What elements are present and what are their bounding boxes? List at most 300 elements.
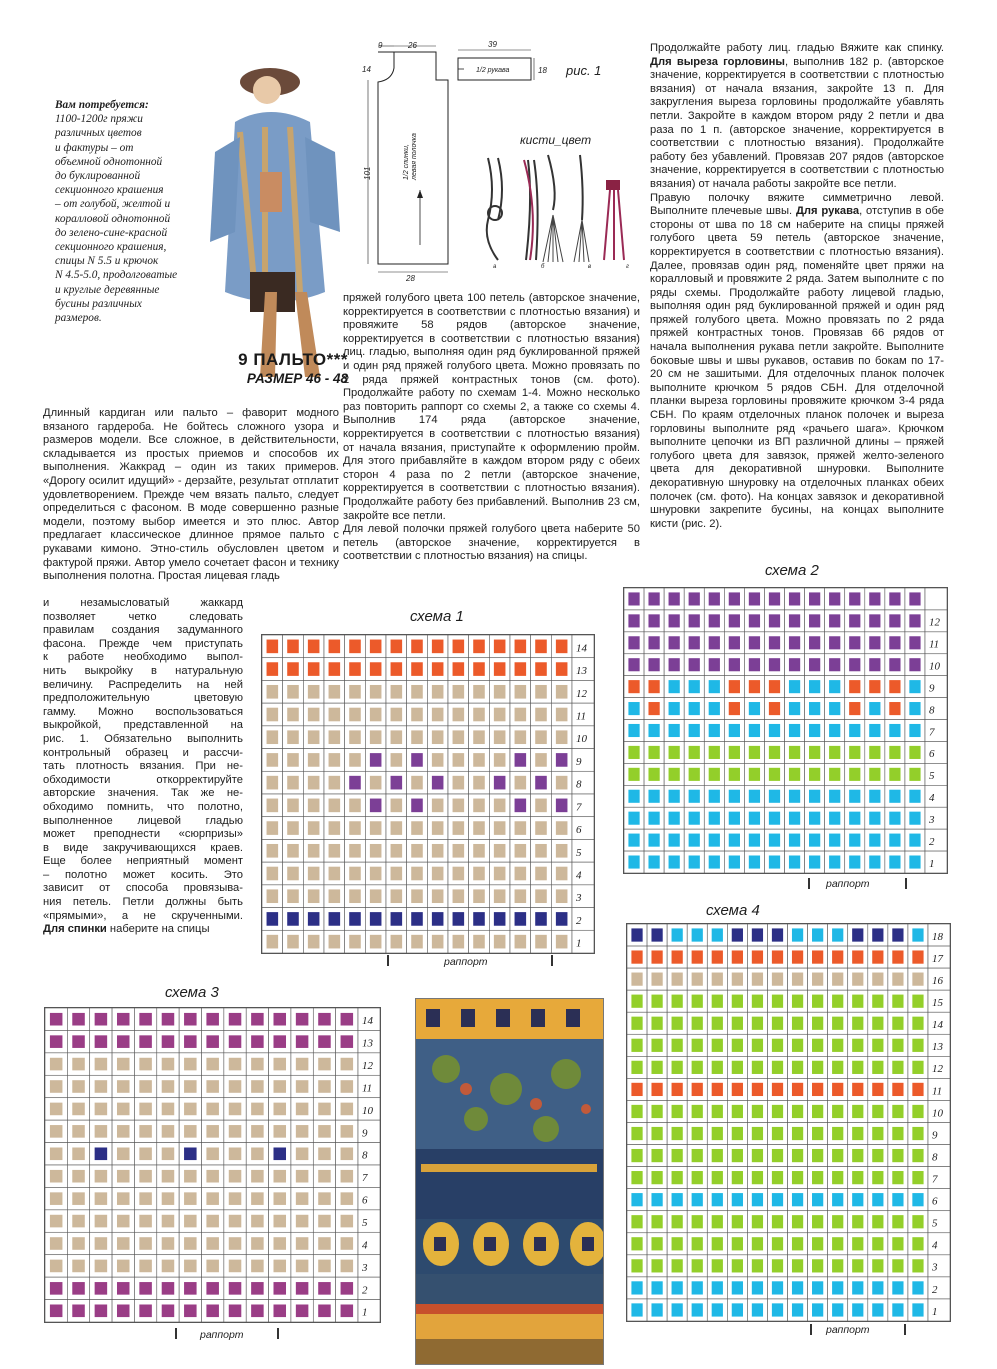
stitch-square bbox=[391, 799, 403, 813]
schema-2-rapport: раппорт bbox=[826, 878, 870, 890]
stitch-square bbox=[631, 973, 642, 986]
stitch-square bbox=[273, 1192, 286, 1205]
stitch-square bbox=[494, 821, 506, 835]
row-number: 7 bbox=[929, 726, 935, 739]
materials-line: коралловой однотонной bbox=[55, 212, 171, 225]
stitch-square bbox=[732, 1281, 743, 1294]
stitch-square bbox=[651, 1281, 662, 1294]
pattern-size: РАЗМЕР 46 - 48 bbox=[246, 371, 348, 386]
stitch-square bbox=[50, 1013, 63, 1026]
stitch-square bbox=[391, 935, 403, 949]
stitch-square bbox=[432, 912, 444, 926]
stitch-square bbox=[515, 685, 527, 699]
stitch-square bbox=[772, 1039, 783, 1052]
stitch-square bbox=[752, 1281, 763, 1294]
back-label-1: 1/2 спинки, bbox=[403, 144, 410, 180]
stitch-square bbox=[732, 1127, 743, 1140]
stitch-square bbox=[749, 746, 760, 759]
stitch-square bbox=[792, 928, 803, 941]
stitch-square bbox=[892, 973, 903, 986]
stitch-square bbox=[229, 1260, 242, 1273]
stitch-square bbox=[809, 790, 820, 803]
stitch-square bbox=[349, 753, 361, 767]
stitch-square bbox=[50, 1035, 63, 1048]
stitch-square bbox=[535, 708, 547, 722]
row-number: 4 bbox=[576, 869, 582, 882]
stitch-square bbox=[308, 912, 320, 926]
stitch-square bbox=[812, 1193, 823, 1206]
stitch-square bbox=[535, 912, 547, 926]
stitch-square bbox=[411, 821, 423, 835]
stitch-square bbox=[689, 702, 700, 715]
stitch-square bbox=[792, 1281, 803, 1294]
stitch-square bbox=[432, 889, 444, 903]
stitch-square bbox=[772, 1303, 783, 1316]
stitch-square bbox=[829, 746, 840, 759]
stitch-square bbox=[631, 1215, 642, 1228]
stitch-square bbox=[672, 1039, 683, 1052]
row-number: 5 bbox=[576, 846, 582, 859]
stitch-square bbox=[117, 1103, 130, 1116]
stitch-square bbox=[162, 1215, 175, 1228]
stitch-square bbox=[689, 680, 700, 693]
stitch-square bbox=[789, 746, 800, 759]
stitch-square bbox=[872, 1083, 883, 1096]
stitch-square bbox=[692, 1303, 703, 1316]
stitch-square bbox=[792, 1303, 803, 1316]
row-number: 9 bbox=[932, 1129, 938, 1142]
stitch-square bbox=[139, 1237, 152, 1250]
stitch-square bbox=[749, 614, 760, 627]
stitch-square bbox=[752, 1039, 763, 1052]
stitch-square bbox=[494, 799, 506, 813]
stitch-square bbox=[628, 812, 639, 825]
intro-text-narrow bbox=[43, 597, 243, 937]
stitch-square bbox=[692, 928, 703, 941]
row-number: 6 bbox=[932, 1195, 938, 1208]
stitch-square bbox=[872, 1039, 883, 1052]
stitch-square bbox=[669, 614, 680, 627]
stitch-square bbox=[453, 912, 465, 926]
materials-line: и фактуры – от bbox=[55, 141, 134, 154]
stitch-square bbox=[692, 1215, 703, 1228]
stitch-square bbox=[832, 950, 843, 963]
stitch-square bbox=[494, 935, 506, 949]
stitch-square bbox=[628, 790, 639, 803]
stitch-square bbox=[752, 1017, 763, 1030]
back-heading: Для спинки bbox=[43, 923, 107, 936]
stitch-square bbox=[139, 1282, 152, 1295]
stitch-square bbox=[273, 1147, 286, 1160]
stitch-square bbox=[772, 973, 783, 986]
stitch-square bbox=[829, 658, 840, 671]
stitch-square bbox=[370, 753, 382, 767]
stitch-square bbox=[318, 1035, 331, 1048]
intro-line: выполненное лицевой гладью bbox=[43, 814, 243, 827]
intro-line: нить выкройку в натуральную bbox=[43, 664, 243, 677]
stitch-square bbox=[139, 1304, 152, 1317]
stitch-square bbox=[117, 1013, 130, 1026]
stitch-square bbox=[273, 1260, 286, 1273]
stitch-square bbox=[832, 1303, 843, 1316]
stitch-square bbox=[849, 702, 860, 715]
row-number: 9 bbox=[576, 755, 582, 768]
stitch-square bbox=[749, 658, 760, 671]
stitch-square bbox=[812, 1017, 823, 1030]
stitch-square bbox=[692, 1039, 703, 1052]
stitch-square bbox=[729, 614, 740, 627]
row-number: 4 bbox=[932, 1239, 938, 1252]
intro-line: может преподнести «сюрпризы» bbox=[43, 828, 243, 841]
stitch-square bbox=[411, 662, 423, 676]
stitch-square bbox=[287, 730, 299, 744]
stitch-square bbox=[229, 1304, 242, 1317]
stitch-square bbox=[370, 640, 382, 654]
stitch-square bbox=[909, 658, 920, 671]
stitch-square bbox=[162, 1147, 175, 1160]
stitch-square bbox=[117, 1058, 130, 1071]
stitch-square bbox=[669, 790, 680, 803]
stitch-square bbox=[772, 1017, 783, 1030]
stitch-square bbox=[912, 928, 923, 941]
stitch-square bbox=[296, 1215, 309, 1228]
stitch-square bbox=[273, 1282, 286, 1295]
stitch-square bbox=[370, 844, 382, 858]
stitch-square bbox=[370, 821, 382, 835]
stitch-square bbox=[556, 867, 568, 881]
stitch-square bbox=[812, 1215, 823, 1228]
schema-2-grid bbox=[623, 587, 948, 874]
stitch-square bbox=[515, 662, 527, 676]
stitch-square bbox=[139, 1215, 152, 1228]
row-number: 11 bbox=[929, 638, 940, 651]
stitch-square bbox=[229, 1035, 242, 1048]
intro-line: в виде закручивающихся краев. bbox=[43, 841, 243, 854]
stitch-square bbox=[535, 753, 547, 767]
stitch-square bbox=[829, 614, 840, 627]
stitch-square bbox=[453, 799, 465, 813]
stitch-square bbox=[912, 1149, 923, 1162]
stitch-square bbox=[651, 973, 662, 986]
stitch-square bbox=[852, 1215, 863, 1228]
stitch-square bbox=[535, 799, 547, 813]
stitch-square bbox=[515, 799, 527, 813]
stitch-square bbox=[50, 1215, 63, 1228]
stitch-square bbox=[772, 1281, 783, 1294]
stitch-square bbox=[184, 1215, 197, 1228]
stitch-square bbox=[473, 662, 485, 676]
intro-line: «прямыми», а не скрученными. bbox=[43, 909, 243, 922]
stitch-square bbox=[494, 730, 506, 744]
stitch-square bbox=[832, 928, 843, 941]
stitch-square bbox=[732, 1171, 743, 1184]
stitch-square bbox=[789, 724, 800, 737]
stitch-square bbox=[631, 1127, 642, 1140]
stitch-square bbox=[732, 1215, 743, 1228]
stitch-square bbox=[712, 1237, 723, 1250]
stitch-square bbox=[892, 1193, 903, 1206]
stitch-square bbox=[809, 724, 820, 737]
stitch-square bbox=[692, 995, 703, 1008]
stitch-square bbox=[792, 1039, 803, 1052]
stitch-square bbox=[162, 1170, 175, 1183]
stitch-square bbox=[453, 730, 465, 744]
dim-28: 28 bbox=[406, 274, 415, 283]
stitch-square bbox=[912, 1193, 923, 1206]
stitch-square bbox=[251, 1304, 264, 1317]
stitch-square bbox=[712, 1017, 723, 1030]
stitch-square bbox=[473, 935, 485, 949]
stitch-square bbox=[872, 1193, 883, 1206]
row-number: 9 bbox=[929, 682, 935, 695]
stitch-square bbox=[729, 680, 740, 693]
stitch-square bbox=[473, 640, 485, 654]
stitch-square bbox=[849, 812, 860, 825]
stitch-square bbox=[872, 1061, 883, 1074]
stitch-square bbox=[872, 1303, 883, 1316]
stitch-square bbox=[411, 844, 423, 858]
stitch-square bbox=[72, 1237, 85, 1250]
row-number: 4 bbox=[929, 792, 935, 805]
stitch-square bbox=[453, 708, 465, 722]
schema-4-grid bbox=[626, 923, 951, 1322]
stitch-square bbox=[729, 658, 740, 671]
stitch-square bbox=[732, 1303, 743, 1316]
stitch-square bbox=[370, 776, 382, 790]
stitch-square bbox=[318, 1080, 331, 1093]
intro-line: позволяет четко следовать bbox=[43, 610, 243, 623]
stitch-square bbox=[792, 1237, 803, 1250]
stitch-square bbox=[139, 1080, 152, 1093]
stitch-square bbox=[556, 799, 568, 813]
stitch-square bbox=[789, 636, 800, 649]
stitch-square bbox=[50, 1103, 63, 1116]
stitch-square bbox=[515, 821, 527, 835]
stitch-square bbox=[308, 935, 320, 949]
stitch-square bbox=[712, 1215, 723, 1228]
stitch-square bbox=[712, 1171, 723, 1184]
stitch-square bbox=[769, 834, 780, 847]
stitch-square bbox=[889, 680, 900, 693]
stitch-square bbox=[251, 1035, 264, 1048]
stitch-square bbox=[515, 730, 527, 744]
stitch-square bbox=[892, 1259, 903, 1272]
row-number: 6 bbox=[929, 748, 935, 761]
stitch-square bbox=[349, 821, 361, 835]
stitch-square bbox=[752, 1171, 763, 1184]
stitch-square bbox=[184, 1192, 197, 1205]
stitch-square bbox=[648, 636, 659, 649]
stitch-square bbox=[909, 834, 920, 847]
stitch-square bbox=[812, 1083, 823, 1096]
stitch-square bbox=[162, 1035, 175, 1048]
stitch-square bbox=[849, 746, 860, 759]
stitch-square bbox=[341, 1035, 354, 1048]
stitch-square bbox=[287, 753, 299, 767]
stitch-square bbox=[912, 1259, 923, 1272]
stitch-square bbox=[287, 821, 299, 835]
stitch-square bbox=[308, 640, 320, 654]
stitch-square bbox=[852, 1303, 863, 1316]
stitch-square bbox=[494, 640, 506, 654]
stitch-square bbox=[672, 1061, 683, 1074]
row-number: 1 bbox=[929, 857, 935, 870]
schema-3-rapport: раппорт bbox=[200, 1329, 244, 1341]
stitch-square bbox=[341, 1192, 354, 1205]
intro-line: выкройкой, представленной на bbox=[43, 719, 243, 732]
stitch-square bbox=[892, 928, 903, 941]
stitch-square bbox=[229, 1282, 242, 1295]
stitch-square bbox=[869, 658, 880, 671]
stitch-square bbox=[789, 680, 800, 693]
stitch-square bbox=[631, 1061, 642, 1074]
materials-heading: Вам потребуется: bbox=[55, 99, 149, 111]
stitch-square bbox=[287, 889, 299, 903]
stitch-square bbox=[494, 912, 506, 926]
stitch-square bbox=[792, 950, 803, 963]
stitch-square bbox=[689, 592, 700, 605]
row-number: 1 bbox=[576, 937, 582, 950]
stitch-square bbox=[832, 1171, 843, 1184]
stitch-square bbox=[812, 1127, 823, 1140]
stitch-square bbox=[139, 1260, 152, 1273]
stitch-square bbox=[473, 730, 485, 744]
stitch-square bbox=[832, 973, 843, 986]
stitch-square bbox=[473, 799, 485, 813]
tassels-label: кисти_цвет bbox=[520, 133, 592, 147]
intro-line: ния петель. Петли должны быть bbox=[43, 896, 243, 909]
stitch-square bbox=[772, 1259, 783, 1272]
stitch-square bbox=[229, 1237, 242, 1250]
stitch-square bbox=[912, 1303, 923, 1316]
stitch-square bbox=[772, 1215, 783, 1228]
row-number: 10 bbox=[576, 733, 587, 746]
stitch-square bbox=[308, 753, 320, 767]
stitch-square bbox=[849, 790, 860, 803]
dim-26: 26 bbox=[408, 41, 417, 50]
stitch-square bbox=[556, 821, 568, 835]
stitch-square bbox=[789, 702, 800, 715]
stitch-square bbox=[515, 844, 527, 858]
stitch-square bbox=[72, 1304, 85, 1317]
stitch-square bbox=[341, 1215, 354, 1228]
stitch-square bbox=[273, 1013, 286, 1026]
stitch-square bbox=[651, 1149, 662, 1162]
stitch-square bbox=[832, 1259, 843, 1272]
pattern-title: 9 ПАЛЬТО*** bbox=[238, 350, 348, 369]
stitch-square bbox=[669, 680, 680, 693]
stitch-square bbox=[72, 1103, 85, 1116]
stitch-square bbox=[672, 1193, 683, 1206]
stitch-square bbox=[651, 1127, 662, 1140]
stitch-square bbox=[809, 812, 820, 825]
stitch-square bbox=[287, 912, 299, 926]
materials-line: до буклированной bbox=[55, 170, 141, 183]
stitch-square bbox=[453, 662, 465, 676]
stitch-square bbox=[709, 768, 720, 781]
stitch-square bbox=[729, 592, 740, 605]
stitch-square bbox=[752, 950, 763, 963]
stitch-square bbox=[749, 592, 760, 605]
stitch-square bbox=[535, 640, 547, 654]
stitch-square bbox=[769, 592, 780, 605]
stitch-square bbox=[669, 592, 680, 605]
stitch-square bbox=[50, 1080, 63, 1093]
stitch-square bbox=[139, 1058, 152, 1071]
stitch-square bbox=[631, 928, 642, 941]
stitch-square bbox=[892, 1215, 903, 1228]
stitch-square bbox=[852, 1259, 863, 1272]
stitch-square bbox=[251, 1080, 264, 1093]
stitch-square bbox=[732, 1105, 743, 1118]
stitch-square bbox=[792, 1061, 803, 1074]
intro-line: обходимо помнить, что полотно, bbox=[43, 800, 243, 813]
stitch-square bbox=[628, 614, 639, 627]
stitch-square bbox=[769, 702, 780, 715]
letter-b: б bbox=[541, 264, 545, 270]
stitch-square bbox=[72, 1192, 85, 1205]
row-number: 13 bbox=[576, 665, 587, 678]
stitch-square bbox=[692, 1193, 703, 1206]
stitch-square bbox=[889, 746, 900, 759]
stitch-square bbox=[709, 855, 720, 868]
stitch-square bbox=[709, 636, 720, 649]
stitch-square bbox=[749, 855, 760, 868]
stitch-square bbox=[912, 995, 923, 1008]
stitch-square bbox=[789, 614, 800, 627]
stitch-square bbox=[628, 680, 639, 693]
stitch-square bbox=[692, 1061, 703, 1074]
stitch-square bbox=[391, 662, 403, 676]
stitch-square bbox=[515, 753, 527, 767]
neckline-heading: Для выреза горловины bbox=[650, 55, 785, 68]
stitch-square bbox=[341, 1260, 354, 1273]
stitch-square bbox=[184, 1125, 197, 1138]
row-number: 2 bbox=[929, 835, 935, 848]
materials-line: спицы N 5.5 и крючок bbox=[55, 255, 159, 268]
stitch-square bbox=[752, 995, 763, 1008]
stitch-square bbox=[349, 776, 361, 790]
knit-swatch-photo bbox=[415, 998, 604, 1365]
stitch-square bbox=[692, 1237, 703, 1250]
stitch-square bbox=[206, 1058, 219, 1071]
rapport-mark bbox=[808, 878, 810, 889]
stitch-square bbox=[672, 1171, 683, 1184]
stitch-square bbox=[95, 1058, 108, 1071]
stitch-square bbox=[628, 855, 639, 868]
stitch-square bbox=[889, 855, 900, 868]
stitch-square bbox=[732, 1017, 743, 1030]
row-number: 17 bbox=[932, 952, 943, 965]
stitch-square bbox=[832, 1281, 843, 1294]
stitch-square bbox=[341, 1080, 354, 1093]
stitch-square bbox=[712, 1193, 723, 1206]
stitch-square bbox=[329, 730, 341, 744]
stitch-square bbox=[206, 1147, 219, 1160]
materials-line: объемной однотонной bbox=[55, 155, 163, 168]
stitch-square bbox=[772, 1149, 783, 1162]
stitch-square bbox=[251, 1237, 264, 1250]
stitch-square bbox=[872, 1127, 883, 1140]
stitch-square bbox=[852, 950, 863, 963]
stitch-square bbox=[267, 708, 279, 722]
stitch-square bbox=[267, 799, 279, 813]
materials-line: N 4.5-5.0, продолговатые bbox=[55, 269, 178, 282]
stitch-square bbox=[852, 1105, 863, 1118]
stitch-square bbox=[631, 1193, 642, 1206]
stitch-square bbox=[812, 1039, 823, 1052]
dim-14: 14 bbox=[362, 65, 371, 74]
